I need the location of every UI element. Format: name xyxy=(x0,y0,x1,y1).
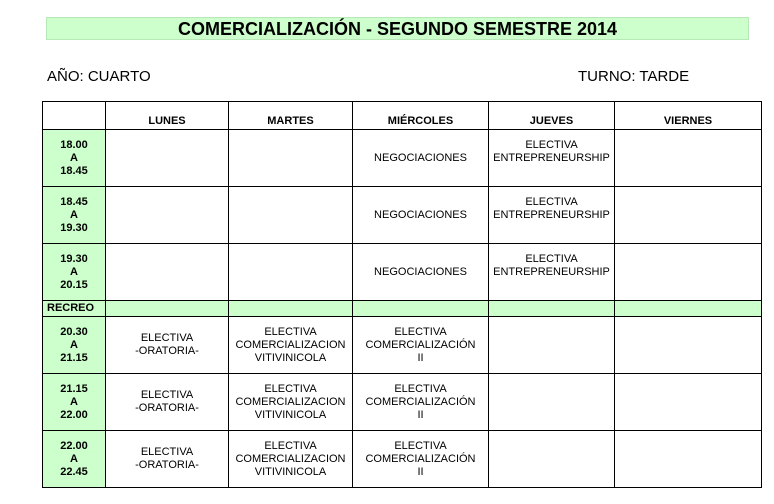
day-header-viernes: VIERNES xyxy=(615,102,762,130)
day-header-lunes: LUNES xyxy=(106,102,229,130)
class-cell-miercoles xyxy=(353,187,489,244)
cell-text-line: A xyxy=(70,208,78,221)
cell-text-line: ELECTIVA xyxy=(140,446,194,458)
time-slot-row xyxy=(43,244,762,301)
shift-label: TURNO: TARDE xyxy=(578,68,690,85)
class-cell-martes xyxy=(229,244,353,301)
cell-text-line: A xyxy=(70,452,78,465)
day-header-miercoles: MIÉRCOLES xyxy=(353,102,489,130)
cell-text-line: 20.30 xyxy=(60,325,88,338)
time-slot-row xyxy=(43,317,762,374)
cell-text-line: VITIVINICOLA xyxy=(254,465,327,478)
cell-text-line: 22.00 xyxy=(60,408,88,421)
class-cell-miercoles xyxy=(353,130,489,187)
class-cell-miercoles xyxy=(353,374,489,431)
time-slot-label xyxy=(43,187,106,244)
cell-text-line: VITIVINICOLA xyxy=(254,408,327,421)
class-cell-jueves xyxy=(489,187,615,244)
cell-text-line: COMERCIALIZACION xyxy=(235,338,346,351)
cell-text-line: 19.30 xyxy=(60,221,88,234)
cell-text-line: -ORATORIA- xyxy=(135,459,199,471)
cell-text-line: 19.30 xyxy=(60,252,88,265)
cell-text-line: NEGOCIACIONES xyxy=(374,265,467,278)
class-cell-martes xyxy=(229,317,353,374)
cell-text-line: COMERCIALIZACION xyxy=(235,452,346,465)
cell-text-line: ENTREPRENEURSHIP xyxy=(493,266,610,278)
recreo-cell xyxy=(106,301,229,317)
cell-text-line: NEGOCIACIONES xyxy=(374,208,467,221)
cell-text-line: ELECTIVA xyxy=(394,439,447,452)
cell-text-line: ELECTIVA xyxy=(264,382,317,395)
cell-text-line: 18.45 xyxy=(60,164,88,177)
class-cell-lunes xyxy=(106,130,229,187)
class-cell-viernes xyxy=(615,130,762,187)
recreo-cell xyxy=(229,301,353,317)
cell-text-line: 21.15 xyxy=(60,382,88,395)
time-slot-row xyxy=(43,431,762,488)
class-cell-miercoles xyxy=(353,431,489,488)
cell-text-line: A xyxy=(70,265,78,278)
cell-text-line: 18.45 xyxy=(60,195,88,208)
class-cell-jueves xyxy=(489,374,615,431)
cell-text-line: ELECTIVA xyxy=(140,389,194,401)
class-cell-jueves xyxy=(489,431,615,488)
cell-text-line: 22.45 xyxy=(60,465,88,478)
cell-text-line: VITIVINICOLA xyxy=(254,351,327,364)
class-cell-lunes xyxy=(106,187,229,244)
cell-text-line: 21.15 xyxy=(60,351,88,364)
recreo-label: RECREO xyxy=(43,301,106,317)
cell-text-line: -ORATORIA- xyxy=(135,402,199,414)
class-cell-viernes xyxy=(615,317,762,374)
cell-text-line: 22.00 xyxy=(60,439,88,452)
cell-text-line: ELECTIVA xyxy=(525,196,578,208)
year-label: AÑO: CUARTO xyxy=(47,68,151,85)
recreo-cell xyxy=(489,301,615,317)
time-slot-label xyxy=(43,130,106,187)
class-cell-martes xyxy=(229,374,353,431)
class-cell-viernes xyxy=(615,187,762,244)
cell-text-line: ENTREPRENEURSHIP xyxy=(493,209,610,221)
time-slot-row xyxy=(43,374,762,431)
class-cell-miercoles xyxy=(353,317,489,374)
cell-text-line: COMERCIALIZACIÓN xyxy=(365,452,476,465)
cell-text-line: 20.15 xyxy=(60,278,88,291)
class-cell-martes xyxy=(229,187,353,244)
class-cell-jueves xyxy=(489,130,615,187)
cell-text-line: ELECTIVA xyxy=(394,382,447,395)
cell-text-line: -ORATORIA- xyxy=(135,345,199,357)
cell-text-line: COMERCIALIZACIÓN xyxy=(365,338,476,351)
cell-text-line: II xyxy=(417,408,424,421)
class-cell-lunes xyxy=(106,317,229,374)
time-slot-row xyxy=(43,130,762,187)
schedule-table xyxy=(42,101,762,488)
cell-text-line: A xyxy=(70,338,78,351)
class-cell-miercoles xyxy=(353,244,489,301)
cell-text-line: COMERCIALIZACIÓN xyxy=(365,395,476,408)
corner-cell xyxy=(43,102,106,130)
time-slot-label xyxy=(43,374,106,431)
recreo-row xyxy=(43,301,762,317)
cell-text-line: A xyxy=(70,151,78,164)
recreo-cell xyxy=(615,301,762,317)
cell-text-line: 18.00 xyxy=(60,138,88,151)
day-header-jueves: JUEVES xyxy=(489,102,615,130)
cell-text-line: ELECTIVA xyxy=(525,253,578,265)
cell-text-line: ENTREPRENEURSHIP xyxy=(493,152,610,164)
day-header-martes: MARTES xyxy=(229,102,353,130)
time-slot-label xyxy=(43,431,106,488)
header-row xyxy=(43,102,762,130)
class-cell-viernes xyxy=(615,244,762,301)
class-cell-lunes xyxy=(106,431,229,488)
cell-text-line: ELECTIVA xyxy=(394,325,447,338)
cell-text-line: COMERCIALIZACION xyxy=(235,395,346,408)
class-cell-lunes xyxy=(106,244,229,301)
recreo-cell xyxy=(353,301,489,317)
class-cell-viernes xyxy=(615,431,762,488)
cell-text-line: ELECTIVA xyxy=(525,139,578,151)
cell-text-line: A xyxy=(70,395,78,408)
cell-text-line: ELECTIVA xyxy=(264,325,317,338)
class-cell-viernes xyxy=(615,374,762,431)
class-cell-martes xyxy=(229,431,353,488)
cell-text-line: ELECTIVA xyxy=(264,439,317,452)
time-slot-label xyxy=(43,317,106,374)
time-slot-label xyxy=(43,244,106,301)
class-cell-jueves xyxy=(489,317,615,374)
time-slot-row xyxy=(43,187,762,244)
cell-text-line: NEGOCIACIONES xyxy=(374,151,467,164)
class-cell-martes xyxy=(229,130,353,187)
class-cell-lunes xyxy=(106,374,229,431)
cell-text-line: II xyxy=(417,351,424,364)
cell-text-line: II xyxy=(417,465,424,478)
cell-text-line: ELECTIVA xyxy=(140,332,194,344)
page-title: COMERCIALIZACIÓN - SEGUNDO SEMESTRE 2014 xyxy=(46,17,749,40)
class-cell-jueves xyxy=(489,244,615,301)
